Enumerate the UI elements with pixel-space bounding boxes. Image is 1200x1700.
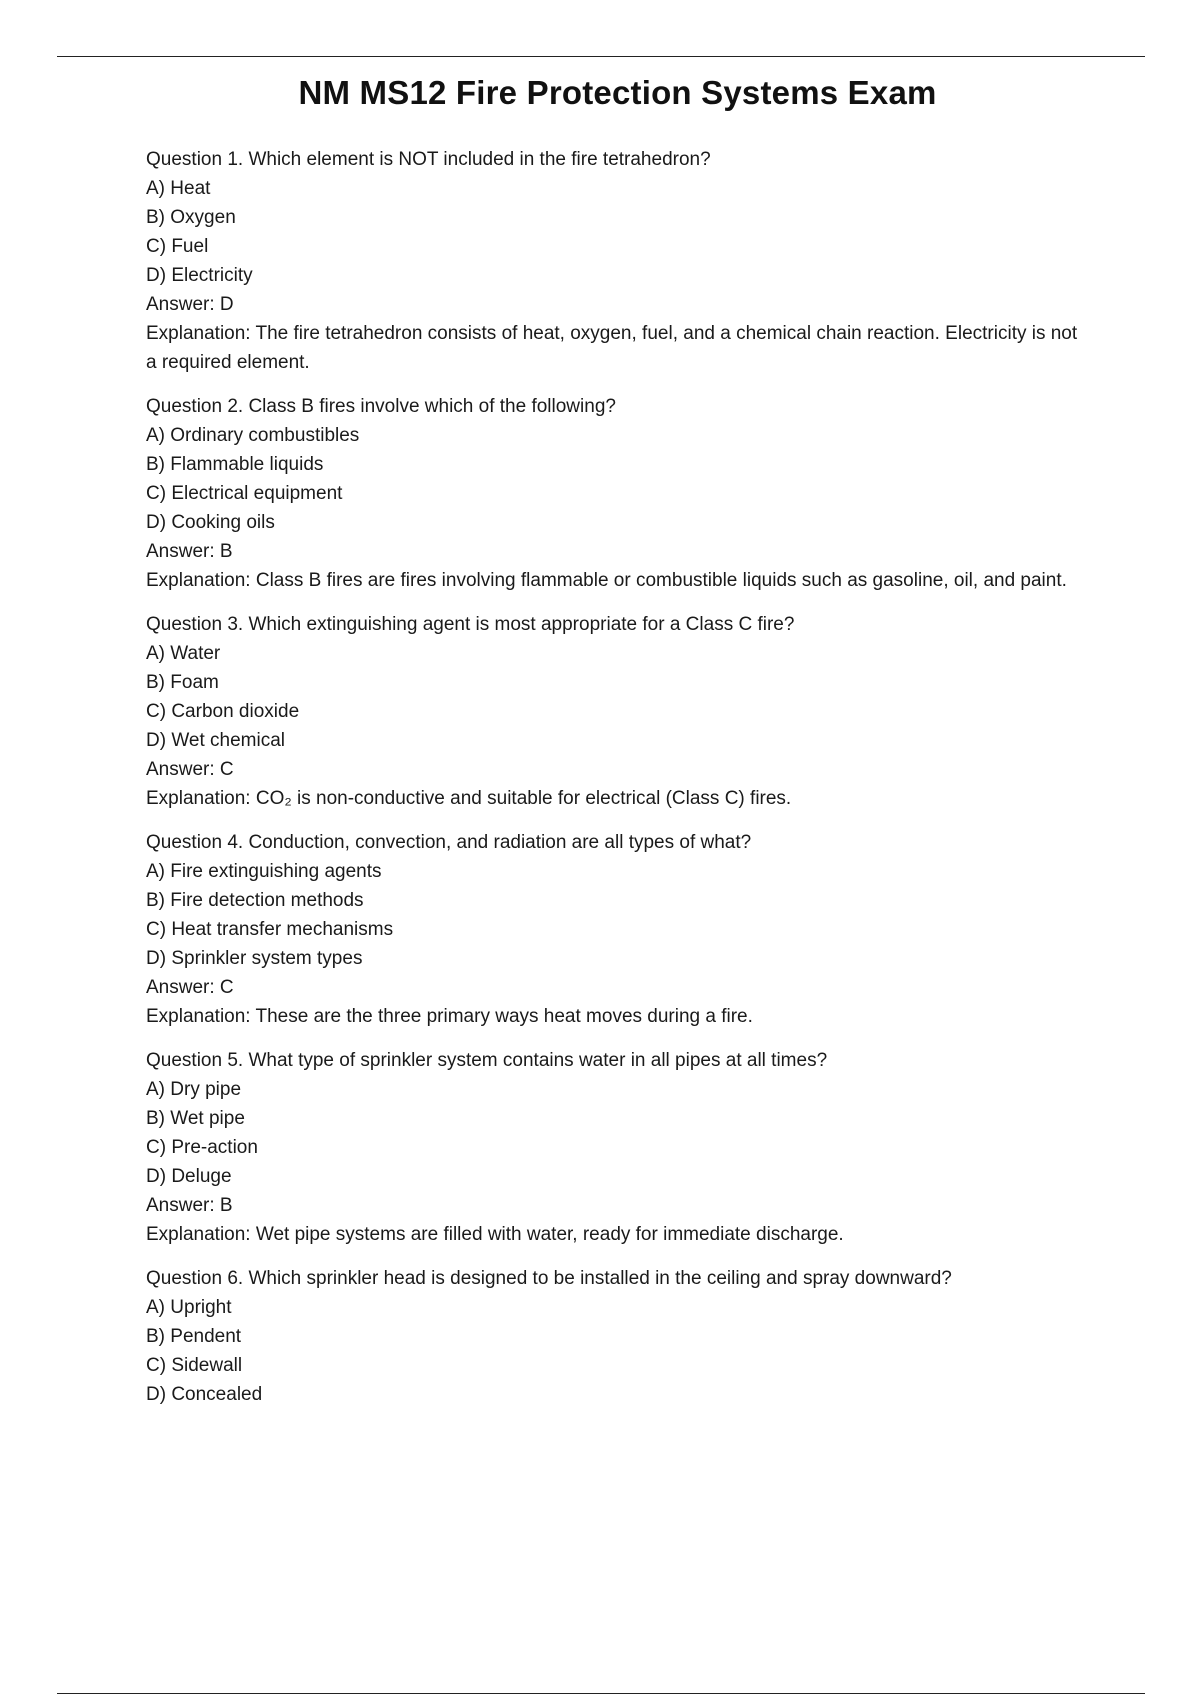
question-block-4: [146, 828, 1086, 1031]
question-text: Question 3. Which extinguishing agent is most appropriate for a Class C fire?: [146, 614, 795, 635]
option-b: B) Flammable liquids: [146, 454, 324, 475]
question-text: Question 1. Which element is NOT included in the fire tetrahedron?: [146, 149, 711, 170]
question-text: Question 6. Which sprinkler head is designed to be installed in the ceiling and spray downward?: [146, 1268, 952, 1289]
bottom-divider: [57, 1693, 1145, 1694]
answer-text: Answer: C: [146, 759, 234, 780]
option-d: D) Concealed: [146, 1384, 263, 1405]
question-text: Question 5. What type of sprinkler system contains water in all pipes at all times?: [146, 1050, 828, 1071]
option-a: A) Ordinary combustibles: [146, 425, 360, 446]
option-d: D) Cooking oils: [146, 512, 275, 533]
option-d: D) Deluge: [146, 1166, 232, 1187]
question-block-3: [146, 610, 1086, 813]
explanation-text: Explanation: The fire tetrahedron consists of heat, oxygen, fuel, and a chemical chain reaction. Electricity is not a required element.: [146, 323, 1078, 373]
answer-text: Answer: D: [146, 294, 234, 315]
question-block-5: [146, 1046, 1086, 1249]
question-block-1: [146, 145, 1086, 377]
document-title: NM MS12 Fire Protection Systems Exam: [298, 74, 937, 111]
option-a: A) Fire extinguishing agents: [146, 861, 382, 882]
option-b: B) Pendent: [146, 1326, 242, 1347]
option-d: D) Sprinkler system types: [146, 948, 363, 969]
explanation-text: Explanation: CO₂ is non-conductive and suitable for electrical (Class C) fires.: [146, 788, 792, 809]
option-c: C) Fuel: [146, 236, 209, 257]
question-block-6: [146, 1264, 1086, 1409]
option-b: B) Foam: [146, 672, 219, 693]
option-c: C) Sidewall: [146, 1355, 243, 1376]
option-d: D) Electricity: [146, 265, 253, 286]
explanation-text: Explanation: Class B fires are fires involving flammable or combustible liquids such as gasoline, oil, and paint.: [146, 570, 1067, 591]
option-a: A) Water: [146, 643, 221, 664]
explanation-text: Explanation: Wet pipe systems are filled with water, ready for immediate discharge.: [146, 1224, 844, 1245]
option-c: C) Electrical equipment: [146, 483, 343, 504]
option-a: A) Dry pipe: [146, 1079, 242, 1100]
explanation-text: Explanation: These are the three primary ways heat moves during a fire.: [146, 1006, 753, 1027]
question-block-2: [146, 392, 1086, 595]
option-d: D) Wet chemical: [146, 730, 286, 751]
option-a: A) Upright: [146, 1297, 232, 1318]
answer-text: Answer: B: [146, 1195, 233, 1216]
option-b: B) Wet pipe: [146, 1108, 245, 1129]
option-a: A) Heat: [146, 178, 211, 199]
top-divider: [57, 56, 1145, 57]
answer-text: Answer: C: [146, 977, 234, 998]
answer-text: Answer: B: [146, 541, 233, 562]
question-text: Question 2. Class B fires involve which of the following?: [146, 396, 616, 417]
option-c: C) Carbon dioxide: [146, 701, 300, 722]
option-c: C) Pre-action: [146, 1137, 258, 1158]
option-c: C) Heat transfer mechanisms: [146, 919, 394, 940]
option-b: B) Fire detection methods: [146, 890, 364, 911]
question-list: [146, 145, 1086, 1424]
question-text: Question 4. Conduction, convection, and radiation are all types of what?: [146, 832, 752, 853]
option-b: B) Oxygen: [146, 207, 236, 228]
